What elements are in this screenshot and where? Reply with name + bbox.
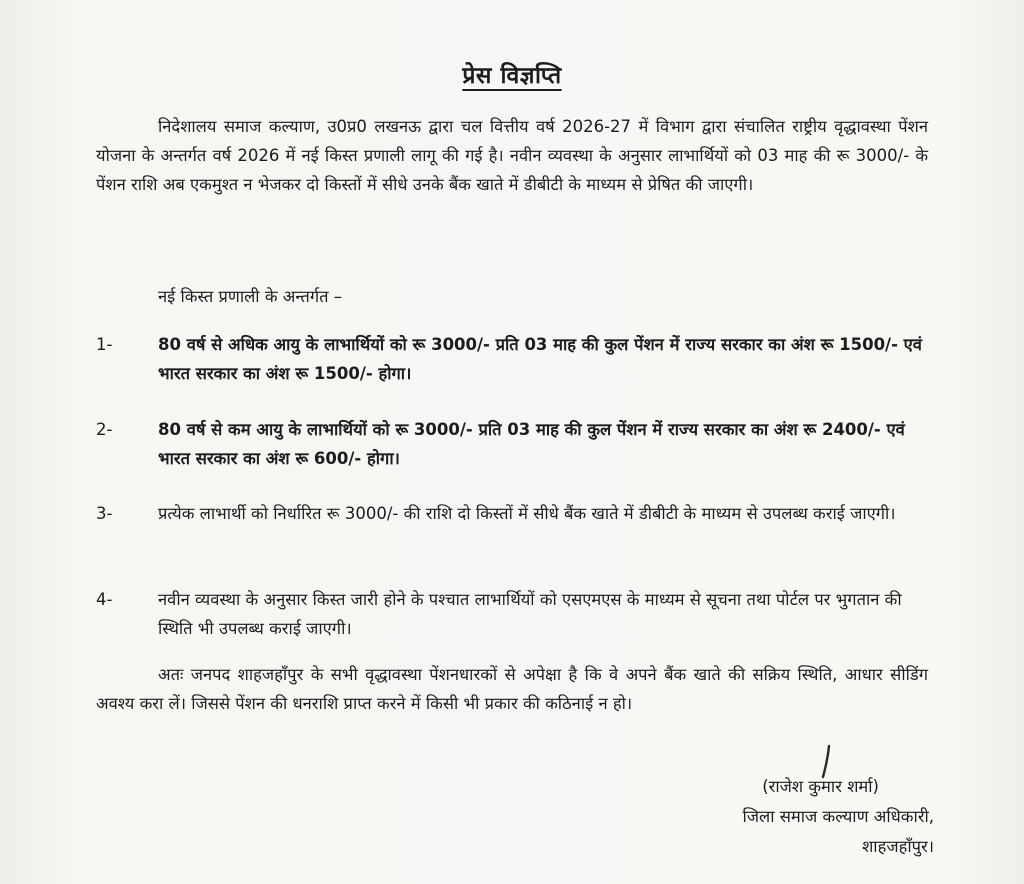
lead-in-line: नई किस्त प्रणाली के अन्तर्गत –	[158, 287, 343, 306]
closing-paragraph: अतः जनपद शाहजहाँपुर के सभी वृद्धावस्था पेंशनधारकों से अपेक्षा है कि वे अपने बैंक खाते की सक्रिय स्थिति, आधार सीडिंग अवश्य करा लें। जिससे पेंशन की धनराशि प्राप्त करने में किसी भी प्रकार की कठिनाई न हो।	[96, 665, 928, 713]
list-item-number: 1-	[96, 335, 113, 354]
signatory-designation: जिला समाज कल्याण अधिकारी,	[742, 807, 934, 826]
signatory-place: शाहजहाँपुर।	[862, 837, 934, 856]
intro-paragraph: निदेशालय समाज कल्याण, उ0प्र0 लखनऊ द्वारा चल वित्तीय वर्ष 2026-27 में विभाग द्वारा संचालित राष्ट्रीय वृद्धावस्था पेंशन योजना के अन्तर्गत वर्ष 2026 में नई किस्त प्रणाली लागू की गई है। नवीन व्यवस्था के अनुसार लाभार्थियों को 03 माह की रू 3000/- के पेंशन राशि अब एकमुश्त न भेजकर दो किस्तों में सीधे उनके बैंक खाते में डीबीटी के माध्यम से प्रेषित की जाएगी।	[96, 117, 928, 194]
list-item-number: 4-	[96, 590, 113, 609]
list-item-number: 2-	[96, 420, 113, 439]
list-item-number: 3-	[96, 504, 113, 523]
list-item-text: 80 वर्ष से अधिक आयु के लाभार्थियों को रू 3000/- प्रति 03 माह की कुल पेंशन में राज्य सरकार का अंश रू 1500/- एवं भारत सरकार का अंश रू 1500/- होगा।	[158, 335, 922, 383]
document-title-text: प्रेस विज्ञप्ति	[462, 63, 562, 89]
signature-block	[743, 772, 934, 862]
document-title	[0, 58, 1024, 90]
signatory-name: (राजेश कुमार शर्मा)	[762, 777, 879, 796]
list-item-text: नवीन व्यवस्था के अनुसार किस्त जारी होने के पश्चात लाभार्थियों को एसएमएस के माध्यम से सूचना तथा पोर्टल पर भुगतान की स्थिति भी उपलब्ध कराई जाएगी।	[158, 590, 902, 638]
list-item-text: 80 वर्ष से कम आयु के लाभार्थियों को रू 3000/- प्रति 03 माह की कुल पेंशन में राज्य सरकार का अंश रू 2400/- एवं भारत सरकार का अंश रू 600/- होगा।	[158, 420, 905, 468]
list-item-text: प्रत्येक लाभार्थी को निर्धारित रू 3000/- की राशि दो किस्तों में सीधे बैंक खाते में डीबीटी के माध्यम से उपलब्ध कराई जाएगी।	[158, 504, 896, 523]
